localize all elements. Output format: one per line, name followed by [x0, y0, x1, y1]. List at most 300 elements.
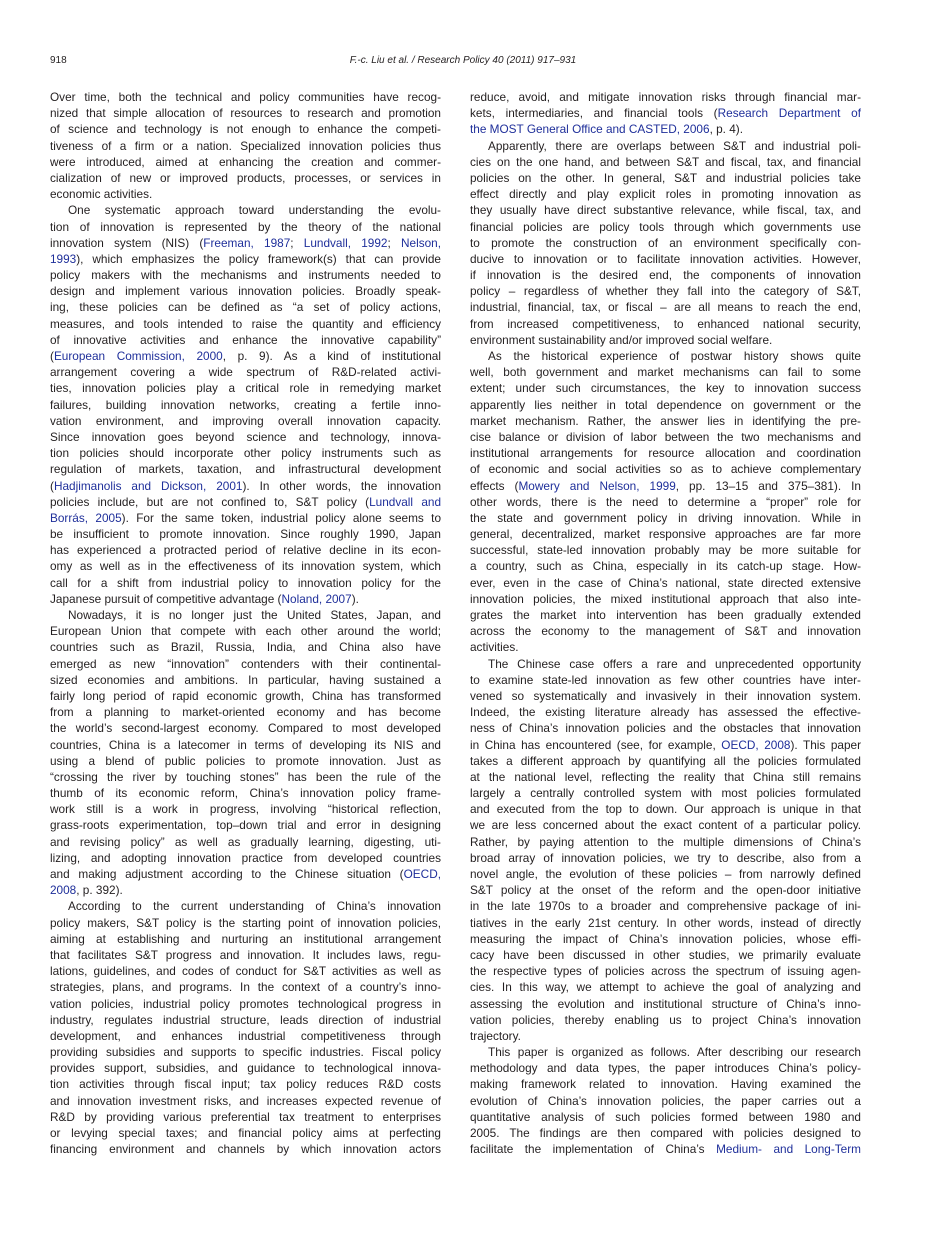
text-line	[470, 834, 861, 850]
text-segment: policies include, but are not confined to, S&T policy (	[50, 494, 370, 509]
text-line	[470, 639, 861, 655]
text-line	[470, 510, 861, 526]
text-segment: The Chinese case offers a rare and unprecedented opportunity	[488, 656, 861, 671]
text-segment: and making adjustment according to the Chinese situation (	[50, 867, 404, 881]
text-line	[470, 575, 861, 591]
text-segment: industry, regulates industrial structure, leads direction of industrial	[50, 1012, 441, 1027]
text-line	[50, 688, 441, 704]
text-segment: innovation system (NIS) (	[50, 235, 204, 250]
paragraph	[50, 89, 441, 202]
text-segment: reduce, avoid, and mitigate innovation risks through financial mar-	[470, 90, 861, 104]
text-segment: making framework related to innovation. Having examined the	[470, 1077, 861, 1092]
text-line	[50, 154, 441, 170]
text-segment: vation policies, industrial policy promotes technological progress in	[50, 996, 441, 1011]
text-segment: lizing, and adopting innovation practice from developed countries	[50, 850, 441, 865]
text-line	[50, 510, 441, 526]
text-segment: financing environment and channels by which innovation actors	[50, 1142, 441, 1157]
text-segment: ties, innovation policies play a critical role in remedying market	[50, 381, 441, 396]
text-line	[470, 478, 861, 494]
text-line	[50, 170, 441, 186]
text-line	[50, 105, 441, 121]
text-segment: development, and enhances industrial competitiveness through	[50, 1028, 441, 1043]
text-line	[470, 267, 861, 283]
text-line	[50, 850, 441, 866]
text-segment: R&D by providing various preferential tax treatment to enterprises	[50, 1109, 441, 1124]
text-segment: vation environment, and improving overall innovation capacity.	[50, 413, 441, 428]
text-line	[50, 947, 441, 963]
text-segment: cies. In this way, we attempt to achieve the goal of analyzing and	[470, 980, 861, 995]
text-line	[50, 737, 441, 753]
text-segment: the state and government policy in driving innovation. While in	[470, 510, 861, 525]
text-line	[50, 591, 441, 607]
text-segment: cise balance or division of labor between the two mechanisms and	[470, 429, 861, 444]
text-segment: that facilitates S&T progress and innovation. It includes laws, regu-	[50, 947, 441, 962]
text-segment: kets, intermediaries, and financial tools (	[470, 106, 718, 121]
text-segment: be insufficient to promote innovation. Since roughly 1990, Japan	[50, 527, 441, 542]
text-segment: provides support, subsidies, and guidance to technological innova-	[50, 1061, 441, 1076]
text-line	[50, 235, 441, 251]
text-segment: grates the market into intervention has been gradually extended	[470, 608, 861, 622]
text-segment: arrangement covering a wide spectrum of R&D-related activi-	[50, 365, 441, 380]
text-line	[470, 898, 861, 914]
text-segment: facilitate the implementation of China’s	[470, 1142, 717, 1157]
text-segment: ). This paper	[790, 737, 861, 752]
text-segment: measures, and tools intended to raise the quantity and efficiency	[50, 316, 441, 331]
text-segment: in the late 1970s to a broader and comprehensive package of ini-	[470, 899, 861, 914]
text-line	[470, 688, 861, 704]
text-segment: omy as well as in the effectiveness of its innovation system, which	[50, 559, 441, 574]
left-column	[50, 89, 441, 1157]
text-line	[470, 801, 861, 817]
text-line	[50, 186, 441, 202]
text-line	[50, 931, 441, 947]
text-line	[50, 542, 441, 558]
text-segment: (	[50, 478, 54, 493]
text-segment: policy – regardless of whether they fall into the category of S&T,	[470, 284, 861, 299]
text-line	[470, 753, 861, 769]
text-segment: ducive to innovation or to facilitate innovation activities. However,	[470, 251, 861, 266]
text-segment: 2005. The findings are then compared with policies designed to	[470, 1126, 861, 1140]
citation-link[interactable]: Lundvall and	[369, 494, 441, 509]
text-segment: lations, guidelines, and codes of conduct for S&T activities as well as	[50, 964, 441, 979]
text-line	[50, 720, 441, 736]
text-segment: at the national level, reflecting the reality that China still remains	[470, 769, 861, 784]
text-segment: apparently lies neither in total dependence on government or the	[470, 397, 861, 412]
text-line	[50, 1060, 441, 1076]
text-line	[50, 332, 441, 348]
text-segment: assessing the evolution and institutional structure of China’s inno-	[470, 996, 861, 1011]
citation-link[interactable]: 1993	[50, 251, 77, 266]
text-segment: effect directly and play explicit roles in promoting innovation as	[470, 187, 861, 202]
text-segment: ).	[351, 591, 359, 606]
text-line	[50, 866, 441, 882]
right-column	[470, 89, 861, 1157]
citation-link[interactable]: Freeman, 1987	[203, 235, 291, 250]
text-line	[50, 138, 441, 154]
text-segment: cialization of new or improved products, processes, or services in	[50, 170, 441, 185]
text-line	[470, 996, 861, 1012]
text-segment: well, both government and market mechanisms can fail to some	[470, 365, 861, 380]
text-segment: if innovation is the desired end, the components of innovation	[470, 268, 861, 283]
text-line	[50, 979, 441, 995]
text-line	[50, 413, 441, 429]
paragraph	[50, 607, 441, 898]
citation-link[interactable]: Nelson,	[401, 235, 441, 250]
text-line	[50, 817, 441, 833]
text-line	[470, 672, 861, 688]
text-segment: takes a different approach by quantifying all the policies formulated	[470, 753, 861, 768]
text-segment: general, decentralized, market responsive approaches are far more	[470, 527, 861, 542]
text-line	[470, 931, 861, 947]
text-segment: policy makers, S&T policy is the starting point of innovation policies,	[50, 915, 441, 930]
text-segment: innovation policies, the mixed institutional approach that also inte-	[470, 591, 861, 606]
text-line	[50, 202, 441, 218]
text-segment: work still is a work in progress, involving “historical reflection,	[50, 802, 441, 817]
text-segment: other words, there is the need to determine a “proper” role for	[470, 494, 861, 509]
text-line	[50, 251, 441, 267]
text-segment: to promote the construction of an environment specifically con-	[470, 235, 861, 250]
citation-link[interactable]: Lundvall, 1992	[303, 235, 388, 250]
citation-link[interactable]: Research Department of	[717, 106, 861, 121]
text-segment: Indeed, the existing literature already has assessed the effective-	[470, 705, 861, 720]
text-line	[470, 607, 861, 623]
text-line	[470, 121, 861, 137]
text-line	[50, 397, 441, 413]
text-segment: European Union that compete with each other around the world;	[50, 624, 441, 639]
text-segment: regulation of markets, taxation, and infrastructural development	[50, 462, 441, 477]
text-segment: of economic and social activities so as to achieve complementary	[470, 462, 861, 477]
text-line	[470, 1109, 861, 1125]
text-segment: Rather, by paying attention to the multiple dimensions of China’s	[470, 834, 861, 849]
text-segment: a country, such as China, especially in its catch-up stage. How-	[470, 559, 861, 574]
text-line	[470, 769, 861, 785]
text-segment: market mechanism. Rather, the answer lies in identifying the pre-	[470, 413, 861, 428]
text-line	[470, 1028, 861, 1044]
text-line	[50, 89, 441, 105]
text-segment: using a blend of public policies to promote innovation. Just as	[50, 753, 441, 768]
text-segment: (	[50, 349, 54, 363]
text-line	[50, 348, 441, 364]
text-line	[50, 672, 441, 688]
text-line	[50, 461, 441, 477]
text-segment: thumb of its economic reform, China’s innovation policy frame-	[50, 786, 441, 801]
text-segment: S&T policy at the onset of the reform and the open-door initiative	[470, 883, 861, 898]
text-line	[470, 656, 861, 672]
text-segment: countries such as Brazil, Russia, India, and China also have	[50, 640, 441, 655]
text-segment: of science and technology is not enough to enhance the competi-	[50, 122, 441, 137]
paragraph	[470, 89, 861, 138]
text-line	[470, 558, 861, 574]
text-segment: One systematic approach toward understanding the evolu-	[68, 203, 441, 218]
citation-link[interactable]: Hadjimanolis and Dickson, 2001	[53, 478, 243, 493]
text-segment: and innovation investment risks, and increases expected revenue of	[50, 1093, 441, 1108]
text-segment: , p. 4).	[709, 122, 744, 137]
text-line	[470, 89, 861, 105]
text-segment: from increased competitiveness, to enhanced national security,	[470, 316, 861, 331]
text-line	[50, 1109, 441, 1125]
text-line	[50, 607, 441, 623]
text-line	[50, 915, 441, 931]
text-line	[470, 737, 861, 753]
text-line	[50, 558, 441, 574]
text-line	[50, 801, 441, 817]
text-line	[470, 1060, 861, 1076]
text-line	[50, 364, 441, 380]
text-segment: industrial, financial, tax, or fiscal – are all means to reach the end,	[470, 300, 861, 315]
text-segment: or levying special taxes; and financial policy aims at perfecting	[50, 1126, 441, 1140]
text-segment: , pp. 13–15 and 375–381). In	[675, 478, 861, 493]
text-line	[470, 1012, 861, 1028]
text-segment: Since innovation goes beyond science and technology, innova-	[50, 429, 441, 444]
text-segment: institutional arrangements for resource allocation and coordination	[470, 446, 861, 461]
text-line	[50, 429, 441, 445]
citation-link[interactable]: the MOST General Office and CASTED, 2006	[470, 122, 710, 137]
text-segment: sized economies and ambitions. In particular, having sustained a	[50, 672, 441, 687]
text-segment: As the historical experience of postwar history shows quite	[488, 349, 861, 363]
text-segment: “crossing the river by touching stones” has been the rule of the	[50, 769, 441, 784]
text-line	[50, 1125, 441, 1141]
running-title: F.-c. Liu et al. / Research Policy 40 (2011) 917–931	[349, 55, 577, 66]
text-segment: tiveness of a firm or a nation. Specialized innovation policies thus	[50, 138, 441, 153]
paragraph	[470, 1044, 861, 1157]
text-line	[50, 834, 441, 850]
text-line	[470, 138, 861, 154]
text-segment: Japanese pursuit of competitive advantage (	[50, 591, 282, 606]
text-line	[470, 882, 861, 898]
text-segment: ;	[387, 235, 401, 250]
citation-link[interactable]: Mowery and Nelson, 1999	[518, 478, 676, 493]
text-line	[50, 1093, 441, 1109]
text-line	[470, 348, 861, 364]
text-segment: tion activities through fiscal input; tax policy reduces R&D costs	[50, 1077, 441, 1092]
text-segment: and executed from the top to down. Our approach is unique in that	[470, 802, 861, 817]
text-line	[470, 316, 861, 332]
text-segment: ever, even in the case of China’s national, state directed extensive	[470, 575, 861, 590]
text-segment: failures, building innovation networks, creating a fertile inno-	[50, 397, 441, 412]
text-line	[50, 121, 441, 137]
text-line	[470, 154, 861, 170]
text-segment: cacy have been discussed in other studies, we primarily evaluate	[470, 947, 861, 962]
text-segment: they usually have direct substantive relevance, while fiscal, tax, and	[470, 203, 861, 218]
text-line	[470, 526, 861, 542]
text-line	[50, 898, 441, 914]
text-line	[50, 445, 441, 461]
text-line	[50, 267, 441, 283]
text-segment: Over time, both the technical and policy communities have recog-	[50, 90, 441, 104]
text-segment: and revising policy” as well as gradually learning, digesting, uti-	[50, 834, 441, 849]
text-line	[470, 1093, 861, 1109]
text-segment: ness of China’s innovation policies and the obstacles that innovation	[470, 721, 861, 736]
text-segment: providing subsidies and supports to specific industries. Fiscal policy	[50, 1045, 441, 1060]
text-segment: financial policies are policy tools through which governments use	[470, 219, 861, 234]
text-line	[50, 656, 441, 672]
paragraph	[470, 656, 861, 1045]
text-segment: quantitative analysis of such policies formed between 1980 and	[470, 1109, 861, 1124]
citation-link[interactable]: European Commission, 2000	[53, 349, 223, 363]
text-segment: across the economy to the management of S&T and innovation	[470, 624, 861, 639]
text-line	[470, 979, 861, 995]
text-line	[470, 445, 861, 461]
text-segment: grass-roots experimentation, top–down trial and error in designing	[50, 818, 441, 833]
text-segment: aiming at establishing and nurturing an institutional arrangement	[50, 931, 441, 946]
text-segment: tiatives in the early 21st century. In other words, instead of directly	[470, 915, 861, 930]
text-line	[50, 785, 441, 801]
text-line	[470, 542, 861, 558]
text-line	[50, 753, 441, 769]
text-line	[50, 494, 441, 510]
text-line	[50, 882, 441, 898]
text-line	[470, 1125, 861, 1141]
text-segment: policies on the other. In general, S&T and industrial policies take	[470, 170, 861, 185]
text-segment: trajectory.	[470, 1028, 521, 1043]
text-line	[470, 915, 861, 931]
text-line	[470, 494, 861, 510]
text-line	[50, 575, 441, 591]
text-segment: largely a centrally controlled system with most policies formulated	[470, 786, 861, 801]
text-line	[470, 364, 861, 380]
text-line	[470, 170, 861, 186]
text-segment: ), which emphasizes the policy framework(s) that can provide	[76, 251, 441, 266]
text-segment: strategies, plans, and programs. In the context of a country’s inno-	[50, 980, 441, 995]
text-line	[470, 785, 861, 801]
text-segment: ;	[290, 235, 304, 250]
text-line	[470, 963, 861, 979]
citation-link[interactable]: 2008	[50, 883, 77, 898]
text-line	[470, 380, 861, 396]
text-line	[50, 1141, 441, 1157]
text-segment: ). In other words, the innovation	[242, 478, 441, 493]
text-segment: novel angle, the evolution of these policies – from narrowly defined	[470, 867, 861, 881]
paragraph	[50, 898, 441, 1157]
citation-link[interactable]: Medium- and Long-Term	[716, 1142, 861, 1157]
paragraph	[470, 138, 861, 348]
text-segment: Nowadays, it is no longer just the United States, Japan, and	[68, 608, 441, 622]
text-segment: successful, state-led innovation probably may be more suitable for	[470, 543, 861, 558]
text-line	[470, 817, 861, 833]
text-segment: vation policies, thereby enabling us to project China’s innovation	[470, 1012, 861, 1027]
text-line	[470, 105, 861, 121]
text-segment: fairly long period of rapid economic growth, China has transformed	[50, 688, 441, 703]
text-segment: from a planning to market-oriented economy and has become	[50, 705, 441, 720]
text-segment: ing, these policies can be defined as “a set of policy actions,	[50, 300, 441, 315]
text-line	[470, 720, 861, 736]
text-line	[50, 478, 441, 494]
text-segment: the world’s second-largest economy. Compared to most developed	[50, 721, 441, 736]
text-segment: This paper is organized as follows. After describing our research	[488, 1045, 861, 1060]
text-line	[470, 299, 861, 315]
text-line	[470, 397, 861, 413]
text-segment: nized that simple allocation of resources to research and promotion	[50, 106, 441, 121]
text-segment: , p. 9). As a kind of institutional	[222, 349, 441, 363]
text-line	[470, 186, 861, 202]
text-line	[470, 283, 861, 299]
text-segment: evolution of China’s innovation policies, the paper carries out a	[470, 1093, 861, 1108]
text-line	[50, 623, 441, 639]
text-line	[470, 850, 861, 866]
text-line	[50, 1028, 441, 1044]
text-segment: environment sustainability and/or improved social welfare.	[470, 332, 773, 347]
text-segment: policy makers with the mechanisms and instruments needed to	[50, 268, 441, 283]
text-segment: effects (	[470, 478, 519, 493]
text-segment: vened so systematically and invasively in their innovation system.	[470, 688, 861, 703]
text-line	[470, 623, 861, 639]
text-segment: design and implement various innovation policies. Broadly speak-	[50, 284, 441, 299]
text-line	[470, 1076, 861, 1092]
text-segment: economic activities.	[50, 187, 153, 202]
text-segment: According to the current understanding of China’s innovation	[68, 899, 441, 914]
text-line	[470, 591, 861, 607]
text-segment: call for a shift from industrial policy to innovation policy for the	[50, 575, 441, 590]
text-line	[50, 380, 441, 396]
text-segment: ). For the same token, industrial policy alone seems to	[121, 510, 441, 525]
text-line	[470, 332, 861, 348]
text-line	[50, 704, 441, 720]
paragraph	[470, 348, 861, 656]
text-segment: measuring the impact of China’s innovation policies, whose effi-	[470, 931, 861, 946]
paragraph	[50, 202, 441, 607]
text-segment: to examine state-led innovation as few other countries have inter-	[470, 672, 861, 687]
text-segment: methodology and data types, the paper introduces China’s policy-	[470, 1061, 861, 1076]
text-segment: broad array of innovation policies, we try to describe, also from a	[470, 850, 861, 865]
text-line	[50, 1044, 441, 1060]
citation-link[interactable]: Noland, 2007	[281, 591, 352, 606]
text-line	[470, 219, 861, 235]
text-line	[50, 996, 441, 1012]
text-line	[470, 1044, 861, 1060]
text-line	[50, 1076, 441, 1092]
text-line	[50, 526, 441, 542]
text-line	[50, 299, 441, 315]
text-segment: has experienced a protracted period of relative decline in its econ-	[50, 543, 441, 558]
text-line	[50, 219, 441, 235]
citation-link[interactable]: Borrás, 2005	[50, 510, 122, 525]
text-line	[470, 202, 861, 218]
text-segment: were introduced, aimed at enhancing the creation and commer-	[50, 154, 441, 169]
text-line	[470, 235, 861, 251]
text-segment: activities.	[470, 640, 519, 655]
text-line	[470, 947, 861, 963]
text-line	[50, 1012, 441, 1028]
text-line	[470, 429, 861, 445]
page-number: 918	[50, 55, 67, 66]
text-line	[50, 316, 441, 332]
text-line	[470, 704, 861, 720]
text-line	[50, 283, 441, 299]
text-line	[470, 251, 861, 267]
text-line	[470, 866, 861, 882]
text-segment: in China has encountered (see, for example,	[470, 737, 722, 752]
text-line	[50, 769, 441, 785]
text-line	[50, 639, 441, 655]
text-segment: countries, China is a latecomer in terms of developing its NIS and	[50, 737, 441, 752]
text-line	[470, 461, 861, 477]
text-segment: emerged as new “innovation” contenders with their continental-	[50, 656, 441, 671]
text-line	[50, 963, 441, 979]
citation-link[interactable]: OECD,	[403, 867, 441, 881]
citation-link[interactable]: OECD, 2008	[721, 737, 791, 752]
text-segment: the respective types of policies across the spectrum of issuing agen-	[470, 964, 861, 979]
text-segment: , p. 392).	[76, 883, 123, 898]
text-segment: tion of innovation is represented by the theory of the national	[50, 219, 441, 234]
text-segment: tion policies should incorporate other policy instruments such as	[50, 446, 441, 461]
text-segment: cies on the one hand, and between S&T and fiscal, tax, and financial	[470, 154, 861, 169]
text-line	[470, 413, 861, 429]
text-line	[470, 1141, 861, 1157]
text-segment: of innovative activities and enhance the innovative capability”	[50, 332, 441, 347]
text-segment: extent; under such circumstances, the key to innovation success	[470, 381, 861, 396]
text-segment: we are less concerned about the exact content of a particular policy.	[470, 818, 861, 833]
text-segment: Apparently, there are overlaps between S&T and industrial poli-	[488, 138, 861, 153]
